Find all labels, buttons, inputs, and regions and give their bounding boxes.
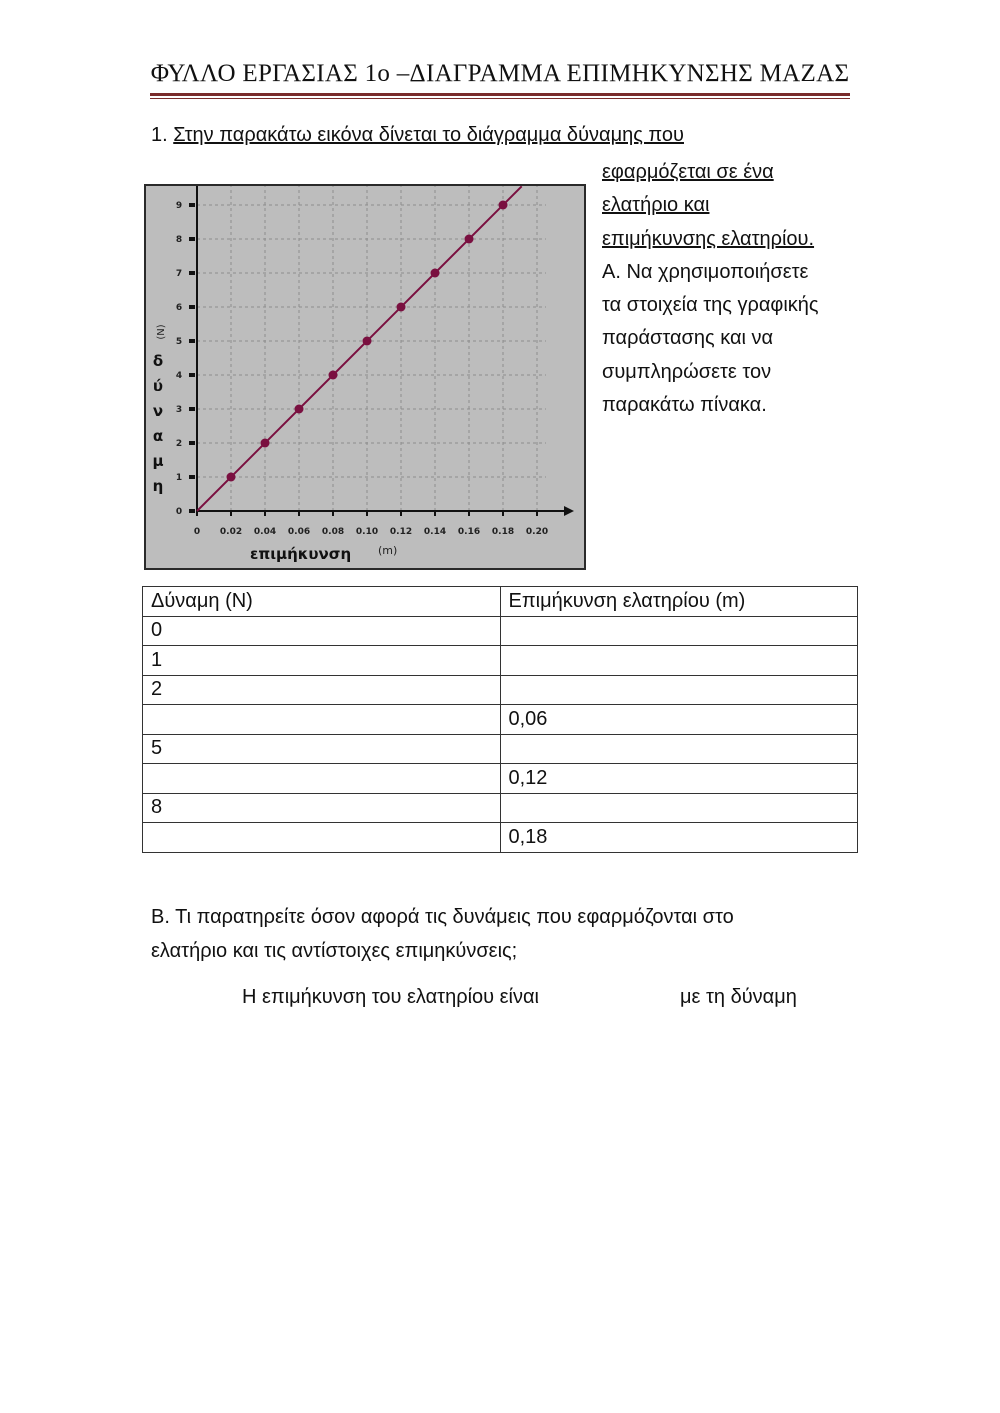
y-tick-mark	[189, 441, 195, 445]
question-b	[151, 900, 851, 968]
table-header-force: Δύναμη (N)	[143, 587, 501, 617]
y-tick-label: 9	[175, 201, 183, 211]
table-cell-force[interactable]: 0	[143, 616, 501, 646]
y-tick-mark	[189, 339, 195, 343]
table-row	[143, 705, 858, 735]
y-tick-label: 5	[175, 337, 183, 347]
y-axis-label-letter: δ	[152, 352, 164, 370]
x-tick-label: 0.10	[355, 527, 379, 537]
table-row	[143, 764, 858, 794]
table-cell-force[interactable]	[143, 705, 501, 735]
force-extension-table	[142, 586, 858, 853]
table-cell-extension[interactable]	[500, 734, 858, 764]
side-line-1: εφαρμόζεται σε ένα	[602, 161, 774, 183]
data-point	[431, 269, 440, 278]
side-line-5: τα στοιχεία της γραφικής	[602, 294, 819, 317]
y-axis-label-letter: ν	[152, 402, 164, 420]
data-point	[261, 439, 270, 448]
table-row	[143, 793, 858, 823]
y-tick-mark	[189, 373, 195, 377]
x-tick-label: 0.18	[491, 527, 515, 537]
table-cell-extension[interactable]	[500, 793, 858, 823]
question-1-intro	[151, 124, 684, 147]
table-cell-extension[interactable]: 0,06	[500, 705, 858, 735]
table-cell-force[interactable]: 1	[143, 646, 501, 676]
y-tick-mark	[189, 271, 195, 275]
side-line-2: ελατήριο και	[602, 194, 710, 217]
table-header-row	[143, 587, 858, 617]
y-tick-label: 6	[175, 303, 183, 313]
side-line-8: παρακάτω πίνακα.	[602, 394, 767, 417]
y-axis-label-letter: μ	[152, 452, 164, 470]
question-number: 1.	[151, 124, 168, 146]
table-cell-force[interactable]: 2	[143, 675, 501, 705]
x-axis-unit: (m)	[378, 544, 398, 557]
y-tick-label: 4	[175, 371, 183, 381]
y-axis-label-letter: ύ	[152, 377, 164, 395]
data-point	[499, 201, 508, 210]
x-axis-label: επιμήκυνση	[250, 545, 352, 563]
fill-in-sentence-end: με τη δύναμη	[680, 986, 797, 1008]
side-line-4: Α. Να χρησιμοποιήσετε	[602, 260, 809, 283]
data-point	[227, 473, 236, 482]
y-axis-label-letter: η	[152, 477, 164, 495]
table-cell-force[interactable]	[143, 823, 501, 853]
table-cell-extension[interactable]: 0,18	[500, 823, 858, 853]
worksheet-title: ΦΥΛΛΟ ΕΡΓΑΣΙΑΣ 1ο –ΔΙΑΓΡΑΜΜΑ ΕΠΙΜΗΚΥΝΣΗΣ ΜΑΖΑΣ	[150, 60, 850, 87]
question-b-line1: Β. Τι παρατηρείτε όσον αφορά τις δυνάμεις που εφαρμόζονται στο	[151, 906, 734, 928]
y-tick-mark	[189, 237, 195, 241]
data-point	[329, 371, 338, 380]
x-tick-label: 0.20	[525, 527, 549, 537]
y-tick-label: 7	[175, 269, 183, 279]
question-b-line2: ελατήριο και τις αντίστοιχες επιμηκύνσεις;	[151, 940, 518, 962]
table-cell-force[interactable]: 8	[143, 793, 501, 823]
data-point	[397, 303, 406, 312]
x-tick-label: 0.12	[389, 527, 413, 537]
y-tick-mark	[189, 203, 195, 207]
chart-svg	[146, 186, 584, 568]
y-tick-mark	[189, 509, 195, 513]
force-extension-chart	[144, 184, 586, 570]
data-point	[363, 337, 372, 346]
table-cell-extension[interactable]	[500, 675, 858, 705]
question-1-side-text	[602, 156, 862, 422]
x-tick-label: 0.02	[219, 527, 243, 537]
table-header-extension: Επιμήκυνση ελατηρίου (m)	[500, 587, 858, 617]
side-line-6: παράστασης και να	[602, 327, 774, 350]
table-row	[143, 675, 858, 705]
x-axis-arrow	[564, 506, 574, 516]
y-tick-mark	[189, 475, 195, 479]
table-cell-force[interactable]	[143, 764, 501, 794]
y-tick-label: 1	[175, 473, 183, 483]
data-point	[465, 235, 474, 244]
table-row	[143, 646, 858, 676]
table-row	[143, 616, 858, 646]
y-tick-label: 2	[175, 439, 183, 449]
table-cell-extension[interactable]	[500, 616, 858, 646]
y-axis-unit: (N)	[156, 324, 167, 340]
question-1-line1: Στην παρακάτω εικόνα δίνεται το διάγραμμα δύναμης που	[173, 124, 684, 146]
y-tick-label: 8	[175, 235, 183, 245]
y-tick-mark	[189, 305, 195, 309]
y-tick-mark	[189, 407, 195, 411]
table-row	[143, 823, 858, 853]
side-line-7: συμπληρώσετε τον	[602, 360, 772, 383]
table-cell-force[interactable]: 5	[143, 734, 501, 764]
data-line	[197, 186, 522, 511]
y-tick-label: 3	[175, 405, 183, 415]
table-cell-extension[interactable]	[500, 646, 858, 676]
x-tick-label: 0.16	[457, 527, 481, 537]
x-tick-label: 0.04	[253, 527, 277, 537]
table-cell-extension[interactable]: 0,12	[500, 764, 858, 794]
x-tick-label: 0.08	[321, 527, 345, 537]
side-line-3: επιμήκυνσης ελατηρίου.	[602, 227, 815, 250]
data-point	[295, 405, 304, 414]
y-tick-label: 0	[175, 507, 183, 517]
title-rule-thick	[150, 93, 850, 96]
x-tick-label: 0.14	[423, 527, 447, 537]
title-rule-thin	[150, 98, 850, 99]
x-tick-label: 0.06	[287, 527, 311, 537]
fill-in-sentence-start: Η επιμήκυνση του ελατηρίου είναι	[242, 986, 540, 1008]
x-tick-label: 0	[193, 527, 201, 537]
table-row	[143, 734, 858, 764]
y-axis-label-letter: α	[152, 427, 164, 445]
